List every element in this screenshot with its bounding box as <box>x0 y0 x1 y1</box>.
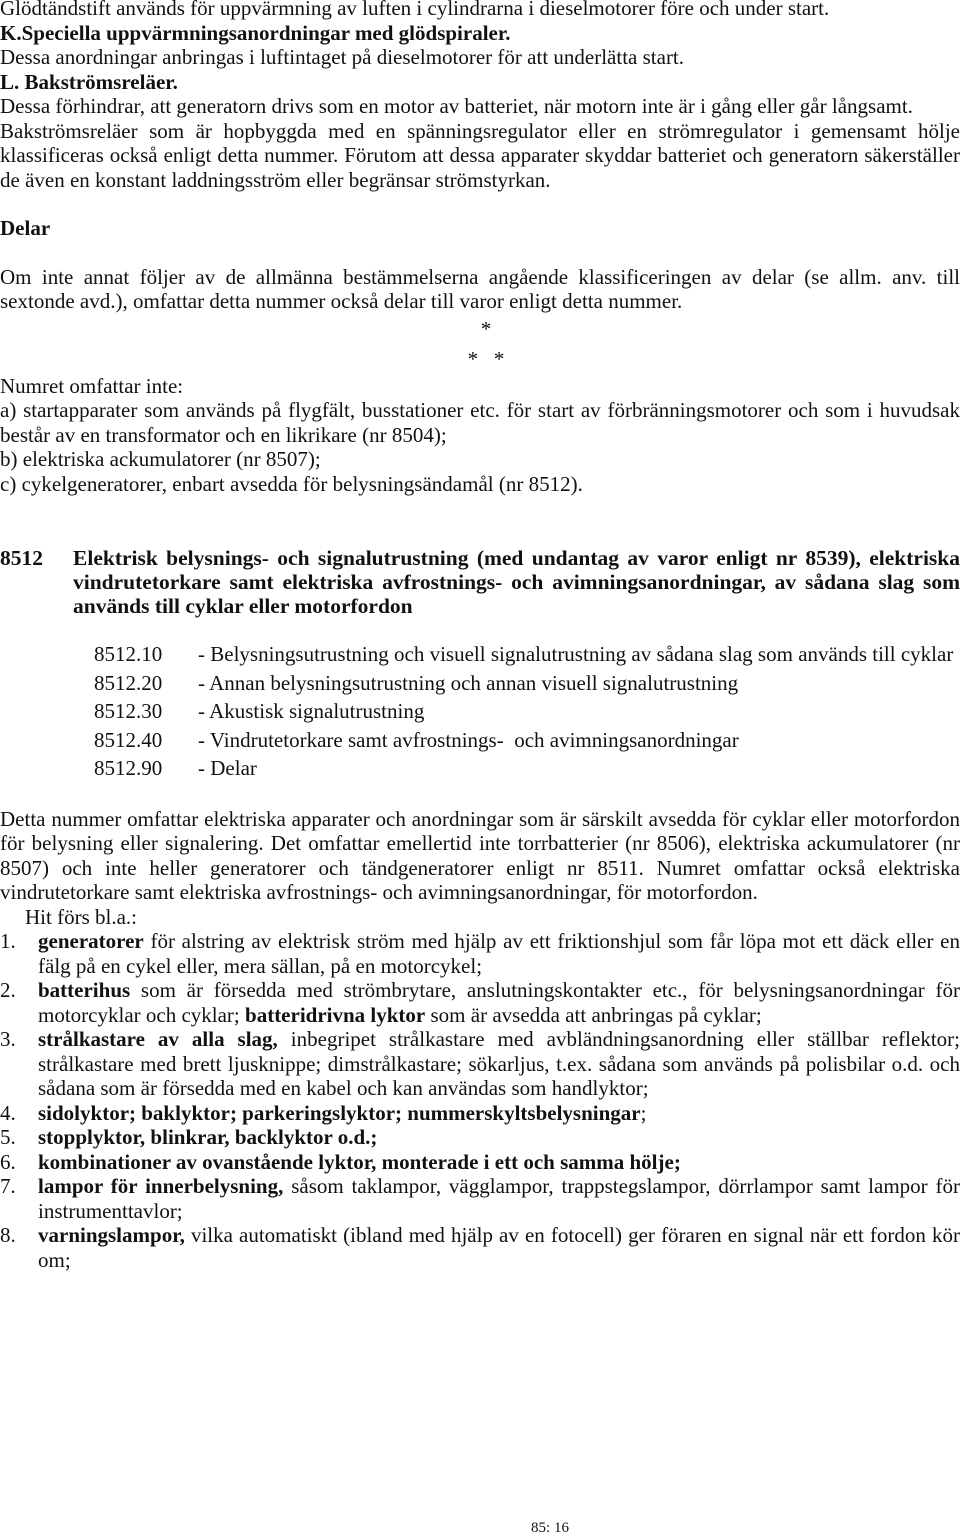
list-item-term-2: batteridrivna lyktor <box>245 1002 426 1027</box>
list-item <box>0 1101 960 1126</box>
list-item-number: 1. <box>0 929 16 953</box>
includes-intro: Hit förs bl.a.: <box>25 904 137 929</box>
subheading-list <box>94 640 960 783</box>
list-item-text: vilka automatiskt (ibland med hjälp av en fotocell) ger föraren en signal när ett fordon kör om; <box>38 1223 960 1272</box>
section-k-text: Dessa anordningar anbringas i luftintaget på dieselmotorer för att underlätta start. <box>0 45 685 69</box>
list-item <box>0 1125 960 1150</box>
list-item-term: strålkastare av alla slag, <box>38 1027 278 1051</box>
list-item-text: såsom taklampor, vägglampor, trappstegslampor, dörrlampor samt lampor för instrumenttavlor; <box>38 1174 960 1223</box>
subheading-text: - Belysningsutrustning och visuell signalutrustning av sådana slag som används till cyklar <box>198 642 954 666</box>
subheading-text: - Vindrutetorkare samt avfrostnings- och avimningsanordningar <box>198 727 739 752</box>
subheading-row <box>94 669 960 698</box>
heading-8512 <box>0 546 960 618</box>
body-paragraph: Detta nummer omfattar elektriska apparater och anordningar som är särskilt avsedda för cyklar eller motorfordon för belysning eller signalering. Det omfattar emellertid inte torrbatterier (nr 8506), elektriska ackumulatorer (nr 8507) och inte heller generatorer och tändgeneratorer enligt nr 8511. Numret omfattar också elektriska vindrutetorkare samt elektriska avfrostnings- och avimningsanordningar, för motorfordon. <box>0 806 960 904</box>
subheading-row <box>94 640 960 669</box>
subheading-code: 8512.40 <box>94 727 163 752</box>
list-item-text: inbegripet strålkastare med avbländningsanordning eller ställbar reflektor; strålkastare med brett ljusknippe; dimstrålkastare; sökarljus, t.ex. sådana som används på polisbilar o.d. och sådana som är försedda med en kabel och kan användas som handlyktor; <box>38 1027 960 1100</box>
list-item <box>0 978 960 1027</box>
list-item-text-2: som är avsedda att anbringas på cyklar; <box>425 1002 762 1027</box>
list-item <box>0 1150 960 1175</box>
list-item-term: varningslampor, <box>38 1223 185 1247</box>
separator-star-1: * <box>480 316 492 341</box>
list-item-number: 3. <box>0 1027 16 1051</box>
list-item <box>0 1174 960 1223</box>
heading-title: Elektrisk belysnings- och signalutrustning (med undantag av varor enligt nr 8539), elektriska vindrutetorkare samt elektriska avfrostnings- och avimningsanordningar, av sådana slag som används till cyklar eller motorfordon <box>73 546 960 618</box>
subheading-code: 8512.10 <box>94 642 163 666</box>
list-item <box>0 1027 960 1101</box>
list-item-text: ; <box>640 1100 647 1125</box>
section-l-text: Dessa förhindrar, att generatorn drivs som en motor av batteriet, när motorn inte är i gång eller går långsamt. <box>0 94 913 118</box>
list-item-text: för alstring av elektrisk ström med hjälp av ett friktionshjul som får löpa mot ett däck eller en fälg på en cykel eller, mera sällan, på en motorcykel; <box>38 929 960 978</box>
list-item-number: 8. <box>0 1223 16 1247</box>
heading-code: 8512 <box>0 546 43 570</box>
subheading-code: 8512.20 <box>94 670 163 695</box>
parts-heading: Delar <box>0 216 51 240</box>
exclusion-a: a) startapparater som används på flygfält, busstationer etc. för start av förbränningsmotorer och som i huvudsak består av en transformator och en likrikare (nr 8504); <box>0 398 960 447</box>
list-item-text: som är försedda med strömbrytare, anslutningskontakter etc., för belysningsanordningar för motorcyklar och cyklar; <box>38 978 960 1027</box>
subheading-text: - Delar <box>198 756 257 780</box>
section-k-heading: K.Speciella uppvärmningsanordningar med glödspiraler. <box>0 20 511 45</box>
intro-paragraph: Glödtändstift används för uppvärmning av luften i cylindrarna i dieselmotorer före och under start. <box>0 0 830 20</box>
list-item <box>0 1223 960 1272</box>
list-item-term: stopplyktor, blinkrar, backlyktor o.d.; <box>38 1125 378 1149</box>
list-item-number: 6. <box>0 1149 16 1174</box>
list-item-term: kombinationer av ovanstående lyktor, monterade i ett och samma hölje; <box>38 1149 681 1174</box>
subheading-text: - Akustisk signalutrustning <box>198 699 425 723</box>
list-item-number: 7. <box>0 1174 16 1198</box>
list-item-term: sidolyktor; baklyktor; parkeringslyktor; nummerskyltsbelysningar <box>38 1100 641 1125</box>
list-item-term: batterihus <box>38 978 131 1002</box>
subheading-row <box>94 726 960 755</box>
section-l-text-2: Bakströmsreläer som är hopbyggda med en spänningsregulator eller en strömregulator i gemensamt hölje klassificeras också enligt detta nummer. Förutom att dessa apparater skyddar batteriet och generatorn säkerställer de även en konstant laddningsström eller begränsar strömstyrkan. <box>0 118 960 192</box>
section-l-heading: L. Bakströmsreläer. <box>0 69 178 94</box>
list-item-term: lampor för innerbelysning, <box>38 1174 284 1198</box>
subheading-code: 8512.30 <box>94 699 163 723</box>
subheading-code: 8512.90 <box>94 756 163 780</box>
list-item-number: 4. <box>0 1100 16 1125</box>
exclusions-intro: Numret omfattar inte: <box>0 373 184 398</box>
list-item <box>0 929 960 978</box>
list-item-number: 5. <box>0 1125 16 1149</box>
page-number: 85: 16 <box>531 1520 569 1536</box>
separator-star-2: * * <box>467 346 505 371</box>
subheading-text: - Annan belysningsutrustning och annan visuell signalutrustning <box>198 670 739 695</box>
list-item-term: generatorer <box>38 929 144 953</box>
list-item-number: 2. <box>0 978 16 1002</box>
exclusion-b: b) elektriska ackumulatorer (nr 8507); <box>0 447 321 471</box>
parts-text: Om inte annat följer av de allmänna bestämmelserna angående klassificeringen av delar (se allm. anv. till sextonde avd.), omfattar detta nummer också delar till varor enligt detta nummer. <box>0 264 960 313</box>
includes-list <box>0 929 960 1272</box>
subheading-row <box>94 697 960 726</box>
subheading-row <box>94 754 960 783</box>
exclusion-c: c) cykelgeneratorer, enbart avsedda för belysningsändamål (nr 8512). <box>0 471 583 496</box>
